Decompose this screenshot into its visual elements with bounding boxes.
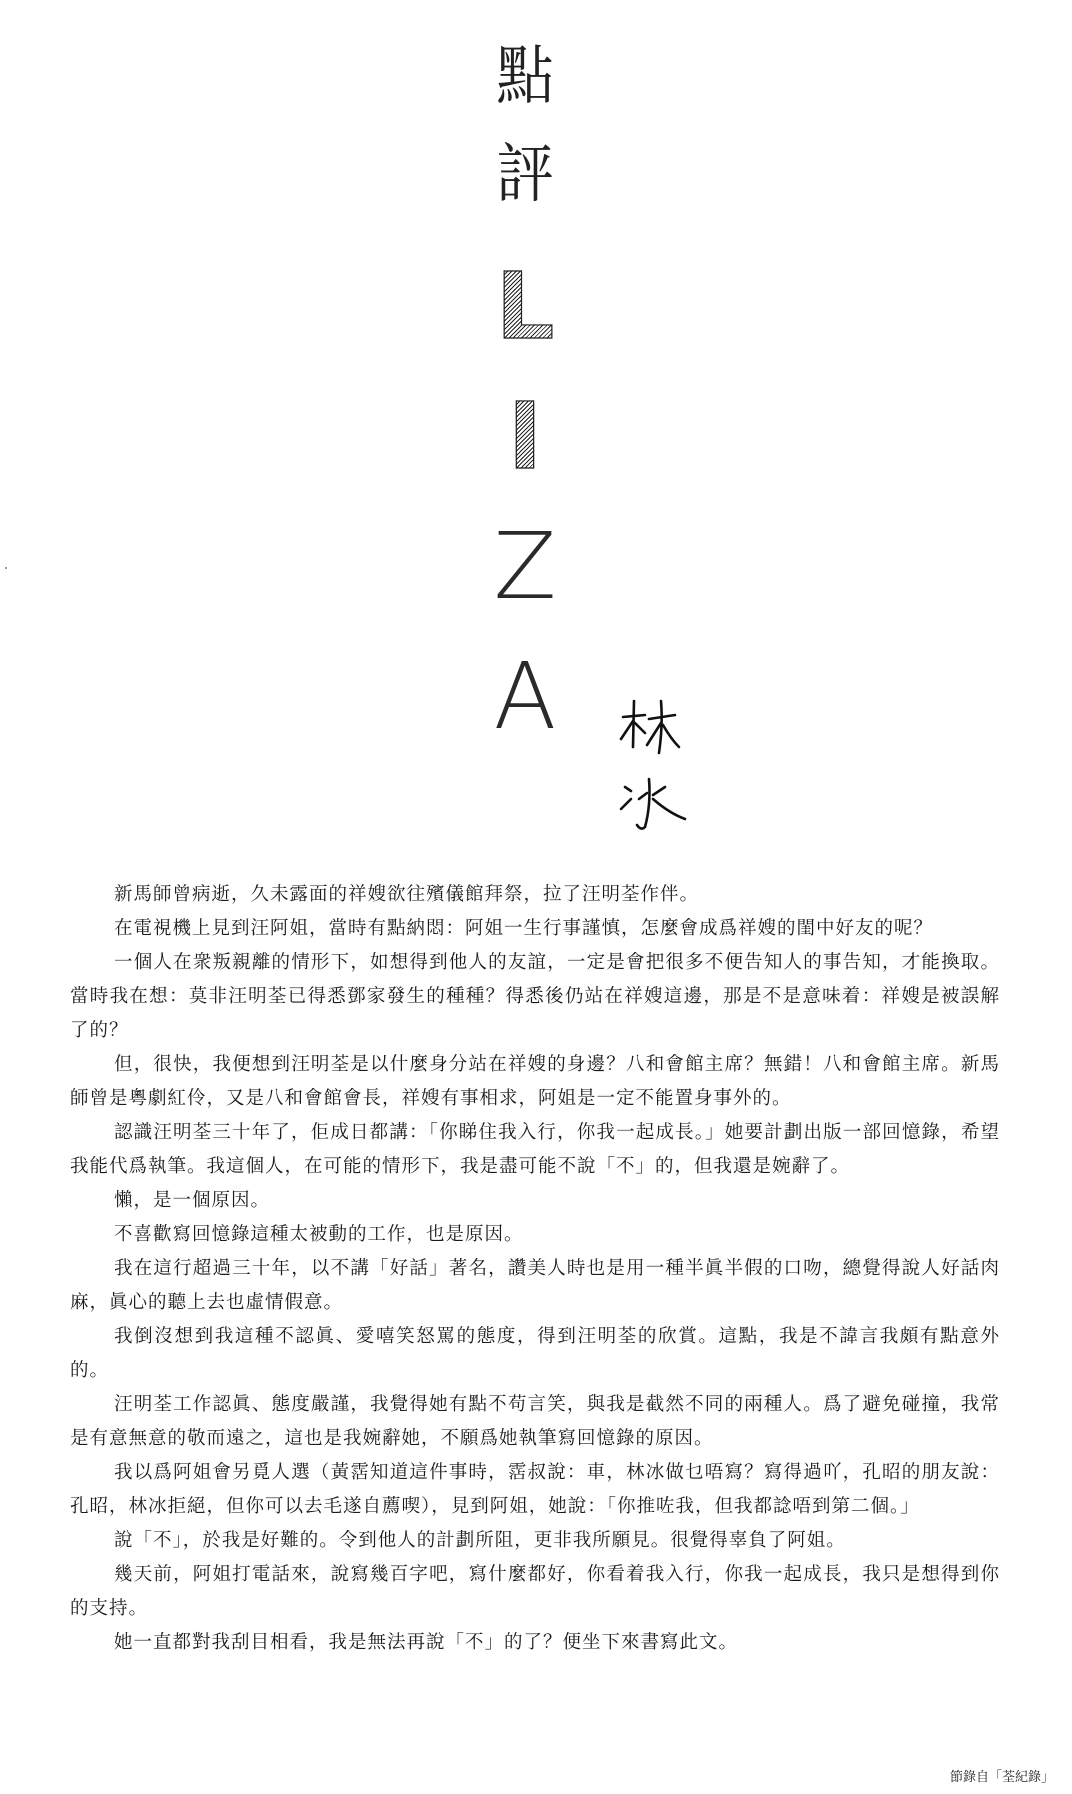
paragraph: 她一直都對我刮目相看，我是無法再說「不」的了？便坐下來書寫此文。	[114, 1632, 739, 1653]
paragraph: 我以爲阿姐會另覓人選（黃霑知道這件事時，霑叔說：車，林冰做乜唔寫？寫得過吖，孔昭的朋友說：孔昭，林冰拒絕，但你可以去毛遂自薦喫），見到阿姐，她說：「你推咗我，但我都諗唔到第二個。」	[70, 1462, 1000, 1517]
paragraph: 在電視機上見到汪阿姐，當時有點納悶：阿姐一生行事謹慎，怎麼會成爲祥嫂的閨中好友的呢？	[114, 918, 934, 939]
paragraph: 不喜歡寫回憶錄這種太被動的工作，也是原因。	[114, 1224, 524, 1245]
article-body	[70, 878, 1000, 1660]
paragraph: 懶，是一個原因。	[114, 1190, 271, 1211]
source-credit: 節錄自「荃紀錄」	[949, 1770, 1054, 1785]
title-char-2: 評	[496, 138, 554, 212]
paragraph: 我倒沒想到我這種不認眞、愛嘻笑怒罵的態度，得到汪明荃的欣賞。這點，我是不諱言我頗有點意外的。	[70, 1326, 1000, 1381]
title-letter-i: I	[507, 383, 543, 490]
paragraph: 汪明荃工作認眞、態度嚴謹，我覺得她有點不苟言笑，與我是截然不同的兩種人。爲了避免碰撞，我常是有意無意的敬而遠之，這也是我婉辭她，不願爲她執筆寫回憶錄的原因。	[70, 1394, 1000, 1449]
title-letter-z: Z	[493, 513, 557, 620]
handwritten-signature	[615, 695, 695, 855]
paragraph: 新馬師曾病逝，久未露面的祥嫂欲往殯儀館拜祭，拉了汪明荃作伴。	[114, 884, 700, 905]
paragraph: 認識汪明荃三十年了，佢成日都講：「你睇住我入行，你我一起成長。」她要計劃出版一部回憶錄，希望我能代爲執筆。我這個人，在可能的情形下，我是盡可能不說「不」的，但我還是婉辭了。	[70, 1122, 1000, 1177]
title-letter-l: L	[495, 253, 555, 360]
paragraph: 但，很快，我便想到汪明荃是以什麼身分站在祥嫂的身邊？八和會館主席？無錯！八和會館主席。新馬師曾是粵劇紅伶，又是八和會館會長，祥嫂有事相求，阿姐是一定不能置身事外的。	[70, 1054, 1000, 1109]
paragraph: 說「不」，於我是好難的。令到他人的計劃所阻，更非我所願見。很覺得辜負了阿姐。	[114, 1530, 846, 1551]
title-letter-a: A	[493, 643, 557, 750]
vertical-title	[485, 40, 565, 761]
scan-speck	[5, 567, 7, 569]
paragraph: 我在這行超過三十年，以不講「好話」著名，讚美人時也是用一種半眞半假的口吻，總覺得說人好話肉麻，眞心的聽上去也虛情假意。	[70, 1258, 1000, 1313]
paragraph: 幾天前，阿姐打電話來，說寫幾百字吧，寫什麼都好，你看着我入行，你我一起成長，我只是想得到你的支持。	[70, 1564, 1000, 1619]
title-char-1: 點	[496, 40, 554, 114]
paragraph: 一個人在衆叛親離的情形下，如想得到他人的友誼，一定是會把很多不便告知人的事告知，才能換取。當時我在想：莫非汪明荃已得悉鄧家發生的種種？得悉後仍站在祥嫂這邊，那是不是意味着：祥嫂是被誤解了的？	[70, 952, 1000, 1041]
